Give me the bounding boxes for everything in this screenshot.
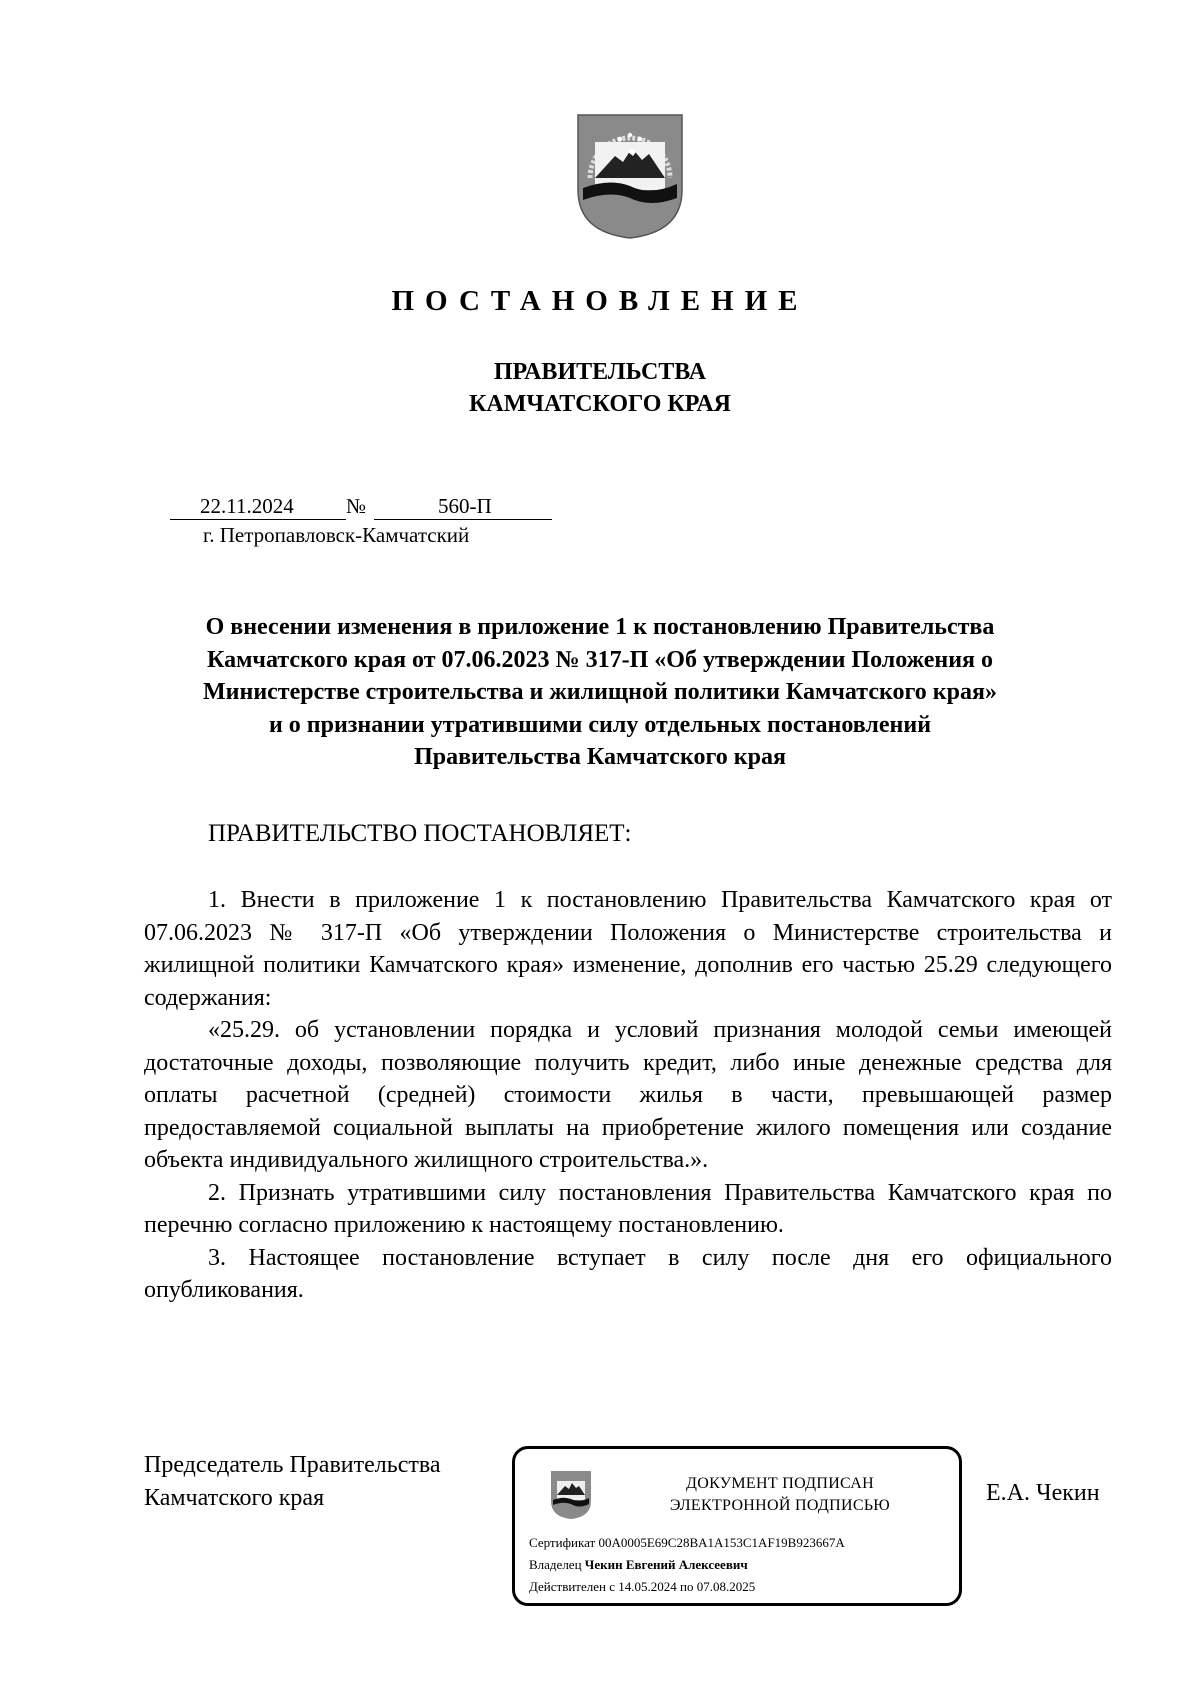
document-subject (150, 611, 1050, 774)
stamp-header-line-1: ДОКУМЕНТ ПОДПИСАН (686, 1475, 874, 1492)
coat-of-arms-icon (575, 112, 685, 240)
signatory-title-line-2: Камчатского края (144, 1485, 325, 1511)
valid-from-label: с (609, 1579, 615, 1594)
signatory-title-line-1: Председатель Правительства (144, 1452, 441, 1478)
owner-label: Владелец (529, 1557, 582, 1572)
date-underline (170, 519, 346, 520)
subject-line: Министерстве строительства и жилищной политики Камчатского края» (203, 679, 997, 705)
place-of-issue: г. Петропавловск-Камчатский (203, 523, 470, 547)
paragraph-quote: «25.29. об установлении порядка и условий признания молодой семьи имеющей достаточные доходы, позволяющие получить кредит, либо иные денежные средства для оплаты расчетной (средней) стоимости жилья в части, превышающей размер предоставляемой социальной выплаты на приобретение жилого помещения или создание объекта индивидуального жилищного строительства.». (144, 1017, 1112, 1173)
owner-value: Чекин Евгений Алексеевич (584, 1557, 748, 1572)
authority-line-1: ПРАВИТЕЛЬСТВА (493, 359, 707, 385)
stamp-header (615, 1473, 945, 1517)
subject-line: Камчатского края от 07.06.2023 № 317-П «Об утверждении Положения о (207, 646, 993, 673)
certificate-value: 00A0005E69C28BA1A153C1AF19B923667A (598, 1535, 845, 1550)
subject-line: Правительства Камчатского края (414, 744, 786, 770)
coat-of-arms-icon (549, 1469, 593, 1521)
validity-label: Действителен (529, 1579, 606, 1594)
valid-to-date: 07.08.2025 (696, 1579, 756, 1594)
owner-line (529, 1557, 748, 1573)
document-title: ПОСТАНОВЛЕНИЕ (391, 285, 809, 317)
number-underline (374, 519, 552, 520)
subject-line: О внесении изменения в приложение 1 к постановлению Правительства (205, 614, 995, 640)
stamp-header-line-2: ЭЛЕКТРОННОЙ ПОДПИСЬЮ (669, 1497, 891, 1514)
valid-from-date: 14.05.2024 (618, 1579, 677, 1594)
certificate-line (529, 1535, 845, 1551)
electronic-signature-stamp (512, 1446, 962, 1606)
validity-line (529, 1579, 755, 1595)
subject-line: и о признании утратившими силу отдельных постановлений (268, 711, 932, 738)
document-date: 22.11.2024 (200, 494, 294, 518)
document-number: 560-П (438, 494, 492, 518)
certificate-label: Сертификат (529, 1535, 596, 1550)
valid-to-label: по (680, 1579, 694, 1594)
authority-line-2: КАМЧАТСКОГО КРАЯ (468, 391, 732, 417)
signatory-name: Е.А. Чекин (986, 1480, 1100, 1506)
paragraph-3: 3. Настоящее постановление вступает в силу после дня его официального опубликования. (144, 1244, 1112, 1303)
paragraph-1: 1. Внести в приложение 1 к постановлению Правительства Камчатского края от 07.06.2023 № 317-П «Об утверждении Положения о Министерстве строительства и жилищной политики Камчатского края» изменение, дополнив его частью 25.29 следующего содержания: (144, 887, 1112, 1011)
resolves-heading: ПРАВИТЕЛЬСТВО ПОСТАНОВЛЯЕТ: (208, 820, 632, 847)
issuing-authority (0, 356, 1200, 420)
document-body (144, 884, 1112, 1307)
number-sign: № (346, 494, 367, 518)
signatory-title (144, 1449, 441, 1515)
paragraph-2: 2. Признать утратившими силу постановления Правительства Камчатского края по перечню согласно приложению к настоящему постановлению. (144, 1179, 1112, 1238)
